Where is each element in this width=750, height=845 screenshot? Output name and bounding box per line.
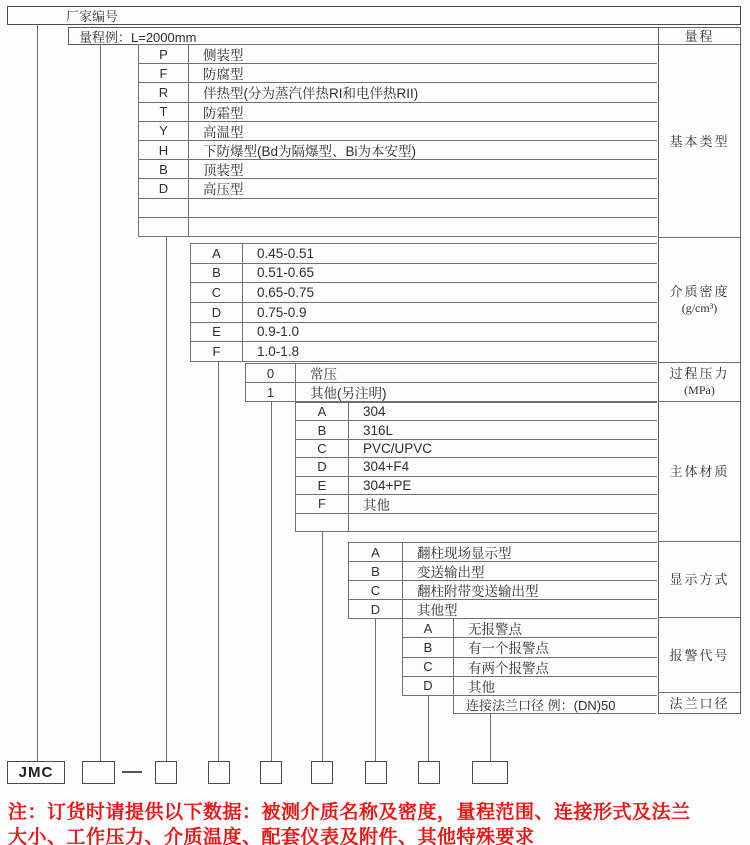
table-row: [139, 199, 657, 218]
connector-line-alarm: [428, 695, 429, 761]
model-prefix-box: JMC: [7, 761, 65, 784]
code-cell: A: [296, 403, 349, 420]
code-cell: T: [139, 103, 189, 121]
table-row: [349, 581, 657, 600]
table-row: [191, 303, 657, 323]
flange-size-row: [453, 695, 656, 714]
code-cell: Y: [139, 122, 189, 140]
description-cell: 常压: [310, 367, 337, 382]
description-cell: 0.65-0.75: [257, 285, 315, 301]
description-cell: 其他(另注明): [310, 386, 387, 401]
table-row: [403, 658, 657, 677]
table-row: [246, 364, 657, 383]
table-row: [349, 543, 657, 562]
label-body-material: 主体材质: [659, 402, 740, 542]
category-label-column: [658, 27, 741, 714]
description-cell: 0.75-0.9: [257, 304, 307, 320]
description-cell: 高压型: [203, 182, 244, 198]
description-cell: 侧装型: [203, 48, 244, 64]
description-cell: 防腐型: [203, 67, 244, 83]
code-cell: B: [296, 421, 349, 438]
range-example-row: [68, 27, 658, 45]
connector-line-manufacturer: [37, 24, 38, 761]
table-row: [139, 122, 657, 141]
label-range: 量程: [659, 28, 740, 45]
description-cell: [189, 199, 657, 217]
description-cell: 翻柱现场显示型: [417, 546, 512, 561]
code-box-pressure: [260, 761, 282, 784]
code-cell: A: [349, 543, 403, 561]
table-row: [139, 83, 657, 102]
code-cell: 1: [246, 383, 296, 401]
code-box-density: [208, 761, 230, 784]
table-row: [296, 421, 657, 439]
code-cell: B: [139, 160, 189, 178]
table-row: [296, 440, 657, 458]
table-row: [349, 600, 657, 619]
code-cell: [139, 199, 189, 217]
code-cell: F: [191, 342, 243, 361]
code-cell: B: [349, 562, 403, 580]
code-cell: F: [296, 495, 349, 512]
code-cell: B: [191, 264, 243, 283]
connector-line-basic-type: [166, 236, 167, 761]
description-cell: 高温型: [203, 124, 244, 140]
table-row: [403, 619, 657, 638]
table-row: [296, 458, 657, 476]
manufacturer-code-box: [7, 6, 741, 25]
description-cell: 0.51-0.65: [257, 265, 315, 281]
alarm-code-table: [402, 618, 657, 696]
table-row: [403, 638, 657, 657]
description-cell: 316L: [363, 422, 394, 438]
ordering-note-line-1: 注：订货时请提供以下数据：被测介质名称及密度，量程范围、连接形式及法兰: [8, 802, 691, 823]
description-cell: 1.0-1.8: [257, 344, 300, 360]
description-cell: 防霜型: [203, 105, 244, 121]
range-example-label: 量程例：L=2000mm: [79, 29, 197, 45]
description-cell: 其他型: [417, 603, 458, 618]
code-cell: D: [403, 677, 454, 695]
code-box-basic-type: [155, 761, 177, 784]
code-cell: D: [191, 303, 243, 322]
medium-density-table: [190, 243, 657, 362]
flange-size-text: 连接法兰口径 例：(DN)50: [466, 698, 616, 713]
code-cell: D: [139, 179, 189, 197]
connector-line-flange: [490, 713, 491, 761]
body-material-table: [295, 402, 657, 532]
code-cell: R: [139, 83, 189, 101]
description-cell: 下防爆型(Bd为隔爆型、Bi为本安型): [203, 144, 417, 160]
label-flange-size: 法兰口径: [669, 695, 730, 711]
code-cell: H: [139, 141, 189, 159]
table-row: [191, 244, 657, 264]
description-cell: [189, 218, 657, 236]
table-row: [246, 383, 657, 402]
code-cell: C: [296, 440, 349, 457]
description-cell: 0.45-0.51: [257, 245, 315, 261]
table-row: [296, 514, 657, 532]
table-row: [296, 477, 657, 495]
table-row: [139, 160, 657, 179]
display-mode-table: [348, 542, 657, 619]
code-cell: A: [403, 619, 454, 637]
process-pressure-table: [245, 363, 657, 402]
code-cell: C: [191, 283, 243, 302]
code-cell: F: [139, 64, 189, 82]
code-cell: E: [191, 323, 243, 342]
description-cell: 有两个报警点: [468, 660, 549, 676]
description-cell: 其他: [363, 497, 390, 513]
description-cell: [349, 514, 657, 531]
basic-type-table: [138, 44, 657, 237]
description-cell: 有一个报警点: [468, 641, 549, 657]
table-row: [191, 323, 657, 343]
table-row: [191, 283, 657, 303]
description-cell: 无报警点: [468, 622, 522, 638]
table-row: [139, 218, 657, 237]
table-row: [139, 45, 657, 64]
description-cell: 304: [363, 404, 386, 420]
dash-separator: [122, 771, 142, 773]
table-row: [349, 562, 657, 581]
code-cell: [139, 218, 189, 236]
code-cell: D: [349, 600, 403, 618]
code-box-display: [365, 761, 387, 784]
label-medium-density: 介质密度 (g/cm³): [659, 238, 740, 363]
code-cell: [296, 514, 349, 531]
description-cell: 顶装型: [203, 163, 244, 179]
connector-line-range: [100, 44, 101, 761]
code-cell: D: [296, 458, 349, 475]
code-box-range: [82, 761, 115, 784]
code-cell: C: [349, 581, 403, 599]
label-process-pressure: 过程压力 (MPa): [659, 363, 740, 402]
table-row: [139, 64, 657, 83]
code-cell: E: [296, 477, 349, 494]
manufacturer-code-label: 厂家编号: [66, 9, 119, 24]
code-cell: 0: [246, 364, 296, 382]
code-box-material: [311, 761, 333, 784]
table-row: [139, 179, 657, 198]
table-row: [296, 403, 657, 421]
table-row: [139, 103, 657, 122]
table-row: [296, 495, 657, 513]
code-box-flange: [472, 761, 508, 784]
label-alarm-code: 报警代号: [659, 618, 740, 693]
description-cell: 0.9-1.0: [257, 324, 300, 340]
description-cell: 304+PE: [363, 477, 412, 493]
label-basic-type: 基本类型: [659, 45, 740, 238]
code-cell: P: [139, 45, 189, 63]
connector-line-density: [218, 361, 219, 761]
ordering-note-line-2: 大小、工作压力、介质温度、配套仪表及附件、其他特殊要求: [8, 827, 535, 845]
table-row: [139, 141, 657, 160]
description-cell: 翻柱附带变送输出型: [417, 584, 539, 599]
description-cell: 变送输出型: [417, 565, 485, 580]
description-cell: PVC/UPVC: [363, 441, 433, 457]
label-display-mode: 显示方式: [659, 542, 740, 618]
table-row: [403, 677, 657, 696]
description-cell: 伴热型(分为蒸汽伴热RI和电伴热RII): [203, 86, 419, 102]
table-row: [191, 342, 657, 362]
connector-line-material: [322, 531, 323, 761]
code-box-alarm: [418, 761, 440, 784]
description-cell: 304+F4: [363, 459, 410, 475]
table-row: [191, 264, 657, 284]
code-cell: A: [191, 244, 243, 263]
code-cell: C: [403, 658, 454, 676]
code-cell: B: [403, 638, 454, 656]
connector-line-display: [375, 618, 376, 761]
connector-line-pressure: [271, 401, 272, 761]
description-cell: 其他: [468, 679, 495, 695]
